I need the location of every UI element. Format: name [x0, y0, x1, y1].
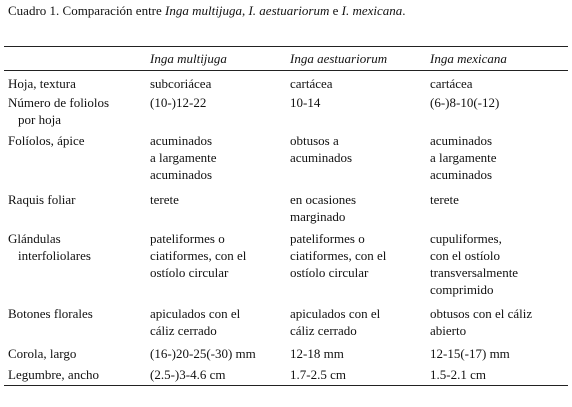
cell-multijuga: terete [150, 192, 179, 207]
cell-mexicana: obtusos con el cáliz abierto [430, 306, 533, 338]
table-row [4, 230, 568, 305]
cell-multijuga: subcoriácea [150, 76, 212, 91]
row-label: Folíolos, ápice [8, 133, 85, 148]
row-label: Botones florales [8, 306, 93, 321]
comparison-table [4, 46, 568, 386]
caption-separator-1: , [241, 3, 249, 18]
row-label: Legumbre, ancho [8, 367, 99, 382]
cell-multijuga: (10-)12-22 [150, 95, 207, 110]
cell-mexicana: cupuliformes, con el ostíolo transversalmente comprimido [430, 231, 519, 297]
table-row [4, 94, 568, 132]
row-label: Glándulas interfoliolares [8, 231, 91, 263]
cell-aestuariorum: obtusos a acuminados [290, 133, 353, 165]
header-empty [4, 47, 146, 71]
cell-mexicana: (6-)8-10(-12) [430, 95, 500, 110]
row-label-cell [4, 230, 146, 305]
cell-aestuariorum: pateliformes o ciatiformes, con el ostíolo circular [290, 231, 387, 280]
cell-multijuga: apiculados con el cáliz cerrado [150, 306, 241, 338]
caption-species-2: I. aestuariorum [248, 3, 330, 18]
table-caption [8, 2, 406, 19]
table-row [4, 191, 568, 230]
row-label: Hoja, textura [8, 76, 76, 91]
cell-mexicana: cartácea [430, 76, 473, 91]
cell-mexicana: acuminados a largamente acuminados [430, 133, 497, 182]
header-inga-mexicana: Inga mexicana [430, 51, 507, 66]
cell-multijuga: (2.5-)3-4.6 cm [150, 367, 226, 382]
cell-aestuariorum: 10-14 [290, 95, 321, 110]
cell-mexicana: 12-15(-17) mm [430, 346, 510, 361]
table-row [4, 305, 568, 345]
caption-separator-2: e [329, 3, 342, 18]
table-row [4, 366, 568, 386]
cell-multijuga: acuminados a largamente acuminados [150, 133, 217, 182]
cell-mexicana: 1.5-2.1 cm [430, 367, 486, 382]
cell-aestuariorum: 1.7-2.5 cm [290, 367, 346, 382]
cell-aestuariorum: apiculados con el cáliz cerrado [290, 306, 381, 338]
row-label-cell [4, 94, 146, 132]
caption-species-1: Inga multijuga [165, 3, 242, 18]
header-inga-multijuga: Inga multijuga [150, 51, 227, 66]
cell-multijuga: pateliformes o ciatiformes, con el ostíolo circular [150, 231, 247, 280]
cell-aestuariorum: en ocasiones marginado [290, 192, 357, 224]
caption-prefix: Cuadro 1. Comparación entre [8, 3, 166, 18]
table-header-row [4, 47, 568, 71]
cell-aestuariorum: cartácea [290, 76, 333, 91]
row-label: Corola, largo [8, 346, 77, 361]
header-inga-aestuariorum: Inga aestuariorum [290, 51, 388, 66]
table-row [4, 132, 568, 191]
caption-end: . [402, 3, 406, 18]
row-label: Raquis foliar [8, 192, 76, 207]
cell-multijuga: (16-)20-25(-30) mm [150, 346, 256, 361]
table-row [4, 71, 568, 95]
caption-species-3: I. mexicana [341, 3, 403, 18]
cell-mexicana: terete [430, 192, 459, 207]
cell-aestuariorum: 12-18 mm [290, 346, 344, 361]
row-label: Número de foliolos por hoja [8, 95, 110, 127]
table-row [4, 345, 568, 366]
